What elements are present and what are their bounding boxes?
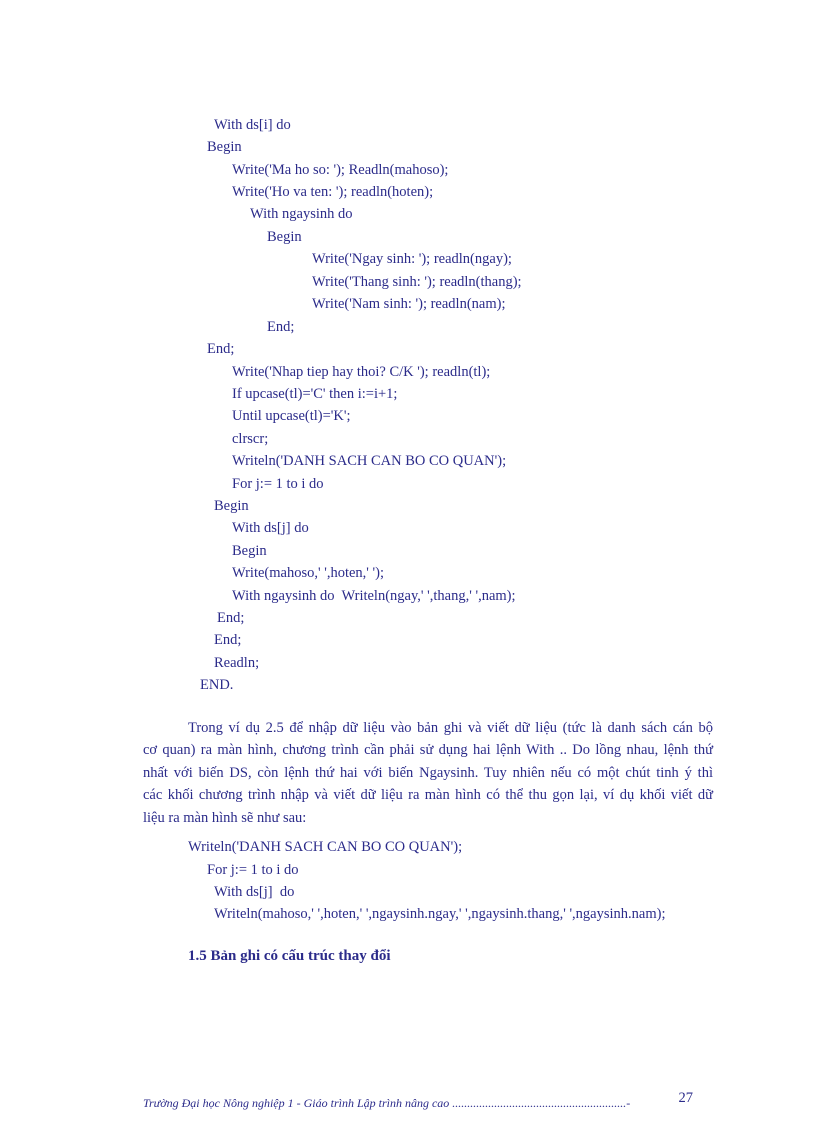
code-line: Begin — [232, 543, 267, 559]
code-line: Writeln('DANH SACH CAN BO CO QUAN'); — [188, 839, 463, 855]
body-paragraph — [143, 717, 713, 829]
paragraph-line: các khối chương trình nhập và viết dữ liệu ra màn hình có thể thu gọn lại, ví dụ khối viết dữ — [143, 787, 713, 804]
code-line: Write('Ho va ten: '); readln(hoten); — [232, 184, 434, 200]
code-line: End; — [217, 610, 245, 626]
code-line: Until upcase(tl)='K'; — [232, 408, 351, 424]
paragraph-line: Trong ví dụ 2.5 để nhập dữ liệu vào bản ghi và viết dữ liệu (tức là danh sách cán bộ — [188, 720, 713, 736]
paragraph-line: nhất với biến DS, còn lệnh thứ hai với biến Ngaysinh. Tuy nhiên nếu có một chút tinh ý thì — [143, 764, 713, 781]
code-line: With ds[i] do — [214, 117, 291, 133]
code-line: End; — [207, 341, 235, 357]
code-line: Readln; — [214, 655, 260, 671]
code-line: Begin — [207, 139, 242, 155]
code-line: Writeln(mahoso,' ',hoten,' ',ngaysinh.ngay,' ',ngaysinh.thang,' ',ngaysinh.nam); — [214, 906, 666, 922]
code-line: Write('Nhap tiep hay thoi? C/K '); readln(tl); — [232, 364, 491, 380]
page-number: 27 — [678, 1090, 693, 1106]
code-line: Write(mahoso,' ',hoten,' '); — [232, 565, 385, 581]
code-line: With ds[j] do — [232, 520, 309, 536]
footer-text: Trường Đại học Nông nghiệp 1 - Giáo trình Lập trình nâng cao ..........................................................- — [143, 1096, 631, 1110]
code-line: Write('Nam sinh: '); readln(nam); — [312, 296, 506, 312]
code-line: clrscr; — [232, 431, 269, 447]
code-line: For j:= 1 to i do — [232, 476, 324, 492]
paragraph-line: cơ quan) ra màn hình, chương trình cần phải sử dụng hai lệnh With .. Do lồng nhau, lệnh thứ — [143, 742, 713, 759]
code-line: Begin — [267, 229, 302, 245]
code-line: Writeln('DANH SACH CAN BO CO QUAN'); — [232, 453, 507, 469]
code-line: With ngaysinh do Writeln(ngay,' ',thang,' ',nam); — [232, 588, 516, 604]
code-line: If upcase(tl)='C' then i:=i+1; — [232, 386, 398, 402]
code-line: Write('Thang sinh: '); readln(thang); — [312, 274, 522, 290]
code-line: End; — [214, 632, 242, 648]
code-line: With ds[j] do — [214, 884, 295, 900]
code-line: END. — [200, 677, 234, 693]
page-footer — [143, 1090, 703, 1112]
code-line: End; — [267, 319, 295, 335]
code-line: With ngaysinh do — [250, 206, 353, 222]
code-line: Write('Ma ho so: '); Readln(mahoso); — [232, 162, 449, 178]
code-line: Begin — [214, 498, 249, 514]
code-line: For j:= 1 to i do — [207, 862, 299, 878]
paragraph-line: liệu ra màn hình sẽ như sau: — [143, 809, 307, 826]
section-heading: 1.5 Bản ghi có cấu trúc thay đổi — [188, 948, 391, 964]
code-line: Write('Ngay sinh: '); readln(ngay); — [312, 251, 512, 267]
